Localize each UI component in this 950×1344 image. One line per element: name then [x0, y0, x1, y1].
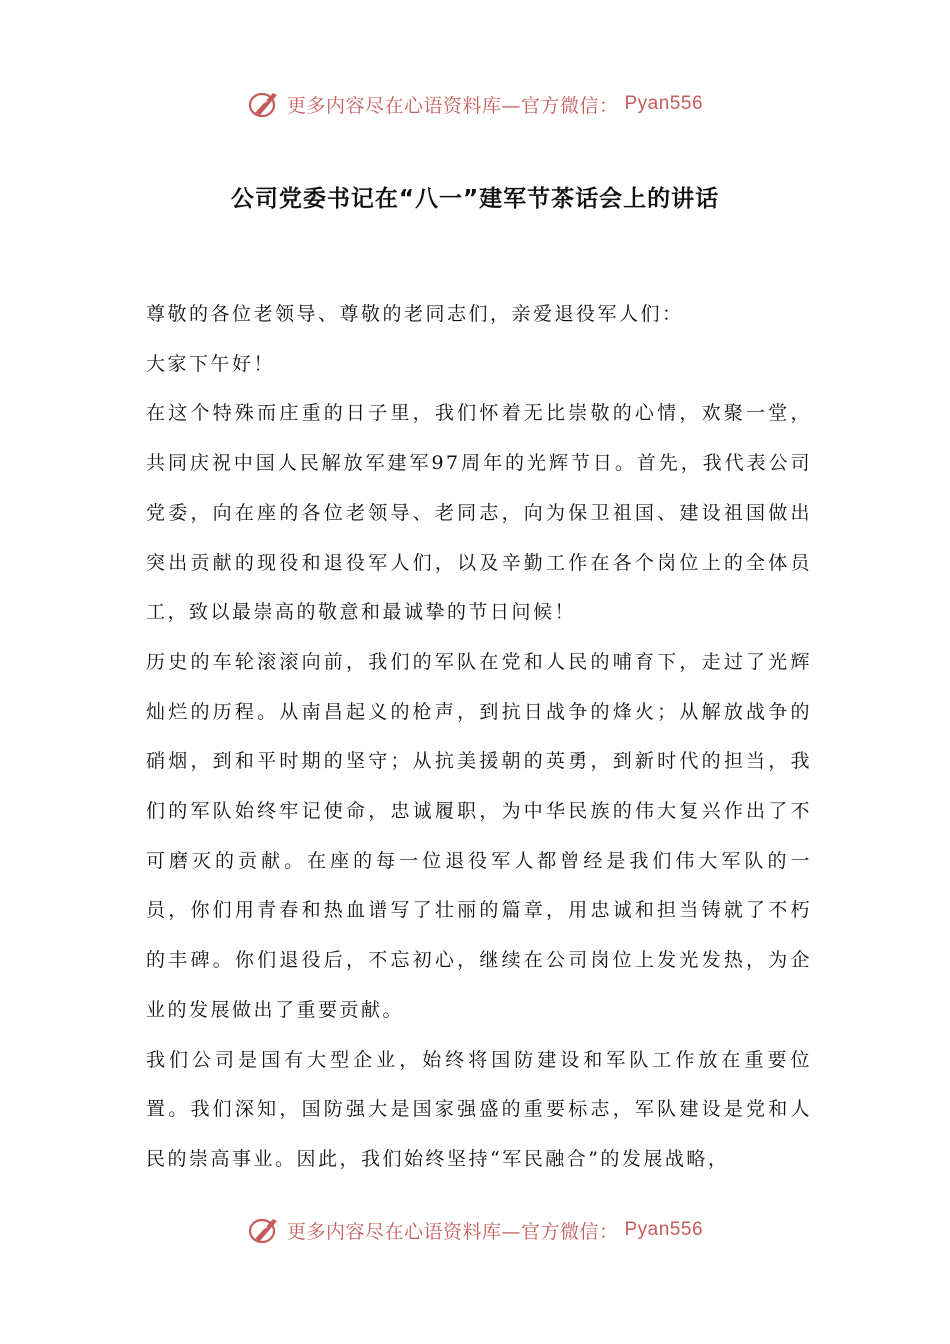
greeting: 大家下午好！ [146, 352, 276, 375]
watermark-footer [0, 1210, 950, 1250]
paragraph: 历史的车轮滚滚向前，我们的军队在党和人民的哺育下，走过了光辉灿烂的历程。从南昌起义的枪声，到抗日战争的烽火；从解放战争的硝烟，到和平时期的坚守；从抗美援朝的英勇，到新时代的担当，我们的军队始终牢记使命，忠诚履职，为中华民族的伟大复兴作出了不可磨灭的贡献。在座的每一位退役军人都曾经是我们伟大军队的一员，你们用青春和热血谱写了壮丽的篇章，用忠诚和担当铸就了不朽的丰碑。你们退役后，不忘初心，继续在公司岗位上发光发热，为企业的发展做出了重要贡献。 [146, 650, 812, 1021]
pen-circle-icon [247, 1215, 281, 1245]
paragraph: 我们公司是国有大型企业，始终将国防建设和军队工作放在重要位置。我们深知，国防强大是国家强盛的重要标志，军队建设是党和人民的崇高事业。因此，我们始终坚持“军民融合”的发展战略， [146, 1048, 812, 1170]
watermark-wechat-id: Pyan556 [624, 1219, 704, 1240]
paragraph: 在这个特殊而庄重的日子里，我们怀着无比崇敬的心情，欢聚一堂，共同庆祝中国人民解放军建军97周年的光辉节日。首先，我代表公司党委，向在座的各位老领导、老同志，向为保卫祖国、建设祖国做出突出贡献的现役和退役军人们，以及辛勤工作在各个岗位上的全体员工，致以最崇高的敬意和最诚挚的节日问候！ [146, 402, 812, 624]
pen-circle-icon [247, 89, 281, 119]
watermark-text: 更多内容尽在心语资料库—官方微信： [286, 1220, 619, 1243]
document-body [146, 290, 812, 1185]
watermark-wechat-id: Pyan556 [624, 93, 704, 114]
salutation: 尊敬的各位老领导、尊敬的老同志们，亲爱退役军人们： [146, 303, 684, 325]
watermark-header [0, 84, 950, 124]
watermark-text: 更多内容尽在心语资料库—官方微信： [286, 94, 619, 117]
document-title: 公司党委书记在“八一”建军节茶话会上的讲话 [230, 186, 720, 212]
